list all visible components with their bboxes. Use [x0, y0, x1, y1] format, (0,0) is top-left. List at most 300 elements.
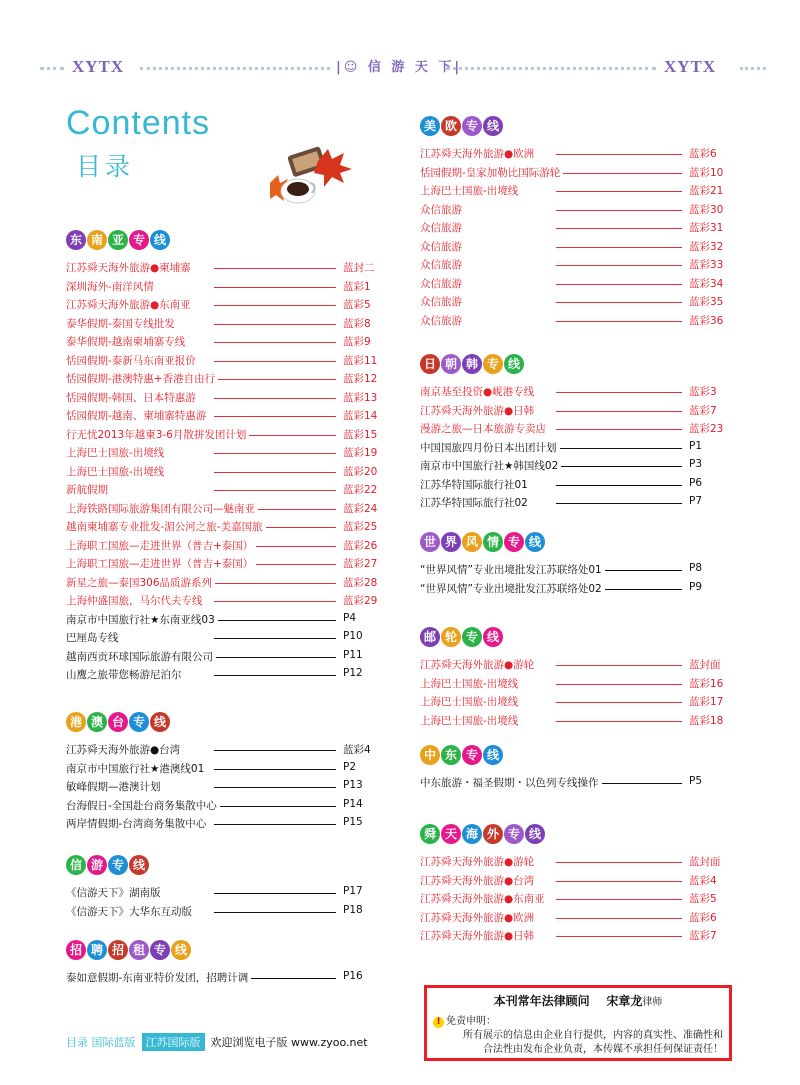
toc-entry[interactable] [420, 475, 739, 494]
toc-entry[interactable] [420, 200, 739, 219]
toc-entry-page: 蓝封面 [689, 856, 721, 868]
toc-entry[interactable] [66, 295, 393, 314]
section-entries [420, 655, 739, 729]
toc-entry-title: 恬园假期-港澳特惠+香港自由行 [66, 371, 218, 386]
toc-entry-title: 江苏华特国际旅行社02 [420, 495, 531, 510]
leader-line [214, 379, 336, 380]
toc-entry[interactable] [66, 591, 393, 610]
toc-entry[interactable] [420, 674, 739, 693]
toc-entry-title: 泰如意假期-东南亚特价发团，招聘计调 [66, 970, 251, 985]
toc-entry-title: 江苏舜天海外旅游●日韩 [420, 403, 537, 418]
leader-line [556, 702, 682, 703]
toc-entry[interactable] [66, 388, 393, 407]
toc-entry[interactable] [66, 883, 393, 902]
toc-entry-title: 众信旅游 [420, 276, 465, 291]
toc-entry-title: 新星之旅—泰国306品质游系列 [66, 575, 215, 590]
toc-entry-title: 越南柬埔寨专业批发-湄公河之旅-美嘉国旅 [66, 519, 266, 534]
toc-entry-title: 江苏舜天海外旅游●欧洲 [420, 910, 537, 925]
toc-entry-title: “世界风情”专业出境批发江苏联络处01 [420, 562, 605, 577]
toc-entry-page: 蓝彩23 [689, 423, 724, 435]
toc-entry-page: 蓝彩35 [689, 296, 724, 308]
footer-website-link[interactable]: 欢迎浏览电子版 www.zyoo.net [210, 1036, 368, 1049]
section-title-char: 专 [504, 532, 524, 552]
leader-line [214, 490, 336, 491]
toc-entry-page: 蓝彩5 [689, 893, 717, 905]
header-dots-left [40, 67, 64, 70]
toc-entry-page: P9 [689, 580, 703, 593]
toc-entry[interactable] [66, 406, 393, 425]
toc-entry-title: 南京市中国旅行社★港澳线01 [66, 761, 207, 776]
leader-line [556, 154, 682, 155]
toc-entry[interactable] [66, 740, 393, 759]
leader-line [214, 472, 336, 473]
toc-entry-page: 蓝封二 [343, 262, 375, 274]
toc-entry-page: 蓝彩27 [343, 558, 378, 570]
leader-line [214, 583, 336, 584]
toc-entry-title: 江苏舜天海外旅游●欧洲 [420, 146, 537, 161]
header-dots-right [446, 67, 656, 70]
header-brand-right: XYTX [664, 57, 717, 76]
section-title-char: 线 [483, 627, 503, 647]
toc-entry[interactable] [420, 908, 739, 927]
leader-line [214, 750, 336, 751]
section-title-char: 轮 [441, 627, 461, 647]
leader-line [556, 247, 682, 248]
section-title-char: 港 [66, 712, 86, 732]
leader-line [556, 485, 682, 486]
section-title-char: 澳 [87, 712, 107, 732]
leader-line [556, 411, 682, 412]
toc-entry-page: 蓝彩25 [343, 521, 378, 533]
leader-line [556, 862, 682, 863]
toc-entry-title: 江苏舜天海外旅游●台湾 [66, 742, 183, 757]
toc-entry[interactable] [420, 401, 739, 420]
section-title-char: 专 [462, 627, 482, 647]
section-title-char: 专 [129, 230, 149, 250]
toc-entry[interactable] [420, 292, 739, 311]
toc-entry[interactable] [420, 773, 739, 792]
toc-entry-page: P11 [343, 648, 363, 661]
toc-entry[interactable] [66, 777, 393, 796]
toc-entry-page: 蓝彩14 [343, 410, 378, 422]
toc-entry-title: “世界风情”专业出境批发江苏联络处02 [420, 581, 605, 596]
toc-entry[interactable] [66, 554, 393, 573]
toc-entry[interactable] [420, 218, 739, 237]
section-title [420, 530, 546, 554]
toc-entry[interactable] [420, 144, 739, 163]
coffee-leaves-illustration [266, 143, 356, 213]
toc-entry[interactable] [420, 419, 739, 438]
toc-entry-page: P3 [689, 458, 703, 470]
toc-entry-title: 江苏舜天海外旅游●游轮 [420, 657, 537, 672]
header-brand-center: |☺ 信 游 天 下| [336, 60, 463, 75]
toc-entry[interactable] [66, 665, 393, 684]
toc-entry-title: 众信旅游 [420, 239, 465, 254]
toc-entry-page: 蓝彩21 [689, 185, 724, 197]
toc-entry[interactable] [420, 181, 739, 200]
section-title-char: 朝 [441, 354, 461, 374]
section-title [420, 625, 504, 649]
toc-entry[interactable] [420, 871, 739, 890]
section-entries [66, 968, 393, 987]
leader-line [214, 638, 336, 639]
toc-entry-title: 恬园假期-泰新马东南亚报价 [66, 353, 199, 368]
legal-advisor-suffix: 律师 [642, 997, 663, 1008]
toc-entry-title: 《信游天下》湖南版 [66, 885, 164, 900]
section-title-char: 线 [525, 532, 545, 552]
toc-entry[interactable] [66, 517, 393, 536]
leader-line [214, 268, 336, 269]
toc-entry-page: P12 [343, 667, 363, 679]
toc-entry-page: 蓝彩11 [343, 354, 378, 367]
section-title-char: 线 [525, 824, 545, 844]
leader-line [556, 881, 682, 882]
toc-entry-title: 新航假期 [66, 482, 111, 497]
toc-entry-page: 蓝彩18 [689, 714, 724, 727]
toc-entry[interactable] [66, 536, 393, 555]
leader-line [556, 721, 682, 722]
toc-entry-title: 中国国旅四月份日本出团计划 [420, 440, 560, 455]
toc-entry-title: 上海铁路国际旅游集团有限公司—魅南亚 [66, 501, 258, 516]
toc-entry-page: P4 [343, 611, 357, 624]
toc-entry-title: 众信旅游 [420, 294, 465, 309]
section-title-char: 欧 [441, 116, 461, 136]
leader-line [556, 210, 682, 211]
leader-line [556, 429, 682, 430]
toc-entry[interactable] [66, 332, 393, 351]
toc-entry[interactable] [420, 163, 739, 182]
section-title-char: 线 [483, 745, 503, 765]
leader-line [214, 787, 336, 788]
toc-entry-page: P13 [343, 779, 363, 791]
legal-advisor-name: 宋章龙 [606, 994, 643, 1008]
toc-entry[interactable] [420, 579, 739, 598]
toc-entry[interactable] [66, 902, 393, 921]
toc-entry-page: 蓝彩4 [689, 874, 717, 887]
section-entries [420, 382, 739, 512]
toc-entry-page: P17 [343, 885, 363, 897]
toc-entry-page: 蓝彩12 [343, 373, 378, 385]
section-title-char: 海 [462, 824, 482, 844]
toc-entry-title: 江苏舜天海外旅游●东南亚 [66, 297, 194, 312]
toc-entry[interactable] [420, 255, 739, 274]
leader-line [214, 305, 336, 306]
toc-entry-title: 两岸情假期-台湾商务集散中心 [66, 816, 209, 831]
section-entries [66, 740, 393, 833]
section-title-char: 专 [462, 745, 482, 765]
section-title-char: 招 [66, 940, 86, 960]
toc-entry[interactable] [66, 628, 393, 647]
toc-entry-page: 蓝彩22 [343, 484, 378, 496]
leader-line [214, 361, 336, 362]
toc-entry-title: 众信旅游 [420, 313, 465, 328]
section-title-char: 界 [441, 532, 461, 552]
toc-entry-title: 恬园假期-韩国、日本特惠游 [66, 390, 199, 405]
toc-entry-title: 泰华假期-越南柬埔寨专线 [66, 334, 188, 349]
section-title-char: 美 [420, 116, 440, 136]
section-title-char: 专 [129, 712, 149, 732]
toc-entry[interactable] [420, 274, 739, 293]
toc-entry-page: 蓝彩30 [689, 203, 724, 216]
toc-entry-title: 越南西贡环球国际旅游有限公司 [66, 649, 216, 664]
toc-entry-page: P8 [689, 562, 703, 574]
toc-entry-title: 《信游天下》大华东互动版 [66, 904, 195, 919]
toc-entry-title: 上海职工国旅—走进世界（普吉+泰国） [66, 538, 256, 553]
toc-entry-page: 蓝彩6 [689, 911, 717, 924]
toc-entry-page: 蓝彩4 [343, 744, 371, 756]
section-entries [66, 883, 393, 920]
section-title-char: 东 [66, 230, 86, 250]
toc-entry-page: 蓝彩24 [343, 502, 378, 515]
legal-advisor-title: 本刊常年法律顾问 [493, 994, 590, 1008]
leader-line [214, 342, 336, 343]
toc-entry-page: 蓝彩7 [689, 930, 717, 942]
warning-icon: ! [433, 1017, 444, 1028]
toc-entry[interactable] [66, 796, 393, 815]
section-title-char: 招 [108, 940, 128, 960]
leader-line [556, 899, 682, 900]
leader-line [556, 302, 682, 303]
toc-entry[interactable] [66, 277, 393, 296]
leader-line [214, 912, 336, 913]
section-title-char: 专 [462, 116, 482, 136]
toc-entry-page: 蓝彩1 [343, 280, 371, 293]
toc-entry-title: 上海巴士国旅-出境线 [66, 445, 167, 460]
toc-entry-title: 巴厘岛专线 [66, 630, 122, 645]
toc-entry[interactable] [66, 814, 393, 833]
section-title-char: 聘 [87, 940, 107, 960]
contents-title: Contents [66, 104, 211, 142]
leader-line [214, 824, 336, 825]
toc-entry-page: 蓝彩29 [343, 595, 378, 607]
section-title-char: 专 [108, 855, 128, 875]
toc-entry-page: 蓝彩17 [689, 696, 724, 708]
toc-entry-title: 众信旅游 [420, 257, 465, 272]
section-title [66, 228, 171, 252]
leader-line [214, 806, 336, 807]
leader-line [556, 936, 682, 937]
leader-line [214, 893, 336, 894]
toc-entry[interactable] [420, 382, 739, 401]
toc-entry[interactable] [420, 438, 739, 457]
toc-entry-title: 上海巴士国旅-出境线 [420, 676, 521, 691]
toc-entry-title: 敏峰假期—港澳计划 [66, 779, 164, 794]
contents-title-cn: 目录 [76, 152, 135, 181]
section-title-char: 专 [483, 354, 503, 374]
toc-entry[interactable] [420, 560, 739, 579]
leader-line [556, 173, 682, 174]
leader-line [556, 665, 682, 666]
disclaimer-label-row [433, 1012, 729, 1028]
toc-entry-page: 蓝彩5 [343, 299, 371, 311]
toc-entry[interactable] [420, 493, 739, 512]
leader-line [556, 191, 682, 192]
toc-entry-page: 蓝彩28 [343, 576, 378, 589]
section-title-char: 专 [504, 824, 524, 844]
toc-entry-title: 众信旅游 [420, 220, 465, 235]
section-title [66, 938, 192, 962]
toc-entry-page: 蓝彩36 [689, 314, 724, 327]
section-entries [420, 144, 739, 329]
leader-line [214, 601, 336, 602]
section-title-char: 台 [108, 712, 128, 732]
toc-entry-page: 蓝彩33 [689, 259, 724, 271]
toc-entry-title: 台海假日-全国赴台商务集散中心 [66, 798, 220, 813]
toc-entry-title: 上海巴士国旅-出境线 [420, 694, 521, 709]
toc-entry-title: 江苏舜天海外旅游●东南亚 [420, 891, 548, 906]
toc-entry-title: 上海巴士国旅-出境线 [66, 464, 167, 479]
section-entries [420, 773, 739, 792]
toc-entry[interactable] [66, 968, 393, 987]
toc-entry-page: 蓝彩19 [343, 447, 378, 459]
toc-entry-title: 江苏舜天海外旅游●日韩 [420, 928, 537, 943]
section-title [66, 710, 171, 734]
section-title-char: 天 [441, 824, 461, 844]
toc-entry-title: 中东旅游・福圣假期・以色列专线操作 [420, 775, 602, 790]
leader-line [556, 684, 682, 685]
leader-line [556, 503, 682, 504]
toc-entry[interactable] [66, 425, 393, 444]
leader-line [556, 448, 682, 449]
toc-entry-page: 蓝彩7 [689, 404, 717, 417]
toc-entry[interactable] [66, 647, 393, 666]
toc-entry-page: P16 [343, 970, 363, 982]
section-title-char: 线 [150, 230, 170, 250]
legal-advisor-heading [427, 992, 729, 1009]
toc-entry[interactable] [66, 610, 393, 629]
toc-entry-page: P1 [689, 439, 703, 452]
toc-entry[interactable] [420, 711, 739, 730]
toc-entry[interactable] [420, 852, 739, 871]
section-title [420, 114, 504, 138]
toc-entry-page: 蓝彩10 [689, 166, 724, 179]
section-title-char: 世 [420, 532, 440, 552]
toc-entry-page: P14 [343, 797, 363, 810]
toc-entry[interactable] [66, 351, 393, 370]
section-title-char: 信 [66, 855, 86, 875]
section-title-char: 韩 [462, 354, 482, 374]
toc-entry-page: 蓝彩31 [689, 222, 724, 234]
section-title-char: 邮 [420, 627, 440, 647]
toc-entry[interactable] [420, 692, 739, 711]
toc-entry[interactable] [420, 926, 739, 945]
toc-entry-title: 恬园假期-皇家加勒比国际游轮 [420, 165, 563, 180]
section-title-char: 线 [171, 940, 191, 960]
leader-line [556, 918, 682, 919]
toc-entry[interactable] [420, 889, 739, 908]
toc-entry-page: 蓝彩20 [343, 465, 378, 478]
section-title-char: 东 [441, 745, 461, 765]
leader-line [556, 284, 682, 285]
footer-badge: 江苏国际版 [142, 1033, 205, 1051]
toc-entry[interactable] [420, 456, 739, 475]
toc-entry[interactable] [66, 759, 393, 778]
toc-entry[interactable] [66, 480, 393, 499]
section-title [420, 352, 525, 376]
toc-entry[interactable] [66, 443, 393, 462]
toc-entry-title: 山鹰之旅带您畅游尼泊尔 [66, 667, 185, 682]
leader-line [214, 324, 336, 325]
section-title-char: 线 [129, 855, 149, 875]
section-entries [420, 560, 739, 597]
toc-entry[interactable] [420, 311, 739, 330]
toc-entry[interactable] [66, 314, 393, 333]
toc-entry-page: P2 [343, 760, 357, 773]
toc-entry[interactable] [420, 655, 739, 674]
toc-entry-page: 蓝彩26 [343, 539, 378, 552]
toc-entry-page: P18 [343, 903, 363, 916]
toc-entry[interactable] [420, 237, 739, 256]
toc-entry-title: 上海仲盛国旅，马尔代夫专线 [66, 593, 206, 608]
leader-line [214, 287, 336, 288]
toc-entry-title: 行无忧2013年越柬3-6月散拼发团计划 [66, 427, 249, 442]
footer-bar [66, 1033, 368, 1051]
header-dots-left-2 [140, 67, 330, 70]
section-title-char: 专 [150, 940, 170, 960]
toc-entry-title: 江苏舜天海外旅游●柬埔寨 [66, 260, 194, 275]
toc-entry-title: 上海巴士国旅-出境线 [420, 183, 521, 198]
section-title [66, 853, 150, 877]
leader-line [556, 466, 682, 467]
toc-entry-title: 江苏华特国际旅行社01 [420, 477, 531, 492]
section-title-char: 舜 [420, 824, 440, 844]
section-title-char: 外 [483, 824, 503, 844]
section-entries [66, 258, 393, 684]
toc-entry-title: 江苏舜天海外旅游●台湾 [420, 873, 537, 888]
section-title [420, 743, 504, 767]
section-title-char: 中 [420, 745, 440, 765]
section-entries [420, 852, 739, 945]
toc-entry-page: P6 [689, 476, 703, 489]
header-brand-left: XYTX [72, 57, 125, 76]
toc-entry-title: 众信旅游 [420, 202, 465, 217]
section-title-char: 日 [420, 354, 440, 374]
leader-line [214, 398, 336, 399]
section-title [420, 822, 546, 846]
toc-entry[interactable] [66, 499, 393, 518]
toc-entry-page: 蓝封面 [689, 659, 721, 671]
disclaimer-label: 免责申明： [446, 1016, 496, 1027]
toc-entry-page: 蓝彩32 [689, 240, 724, 253]
section-title-char: 风 [462, 532, 482, 552]
legal-advisor-box [424, 985, 732, 1061]
toc-entry-title: 漫游之旅—日本旅游专卖店 [420, 421, 549, 436]
toc-entry[interactable] [66, 573, 393, 592]
toc-entry-page: 蓝彩3 [689, 386, 717, 398]
toc-entry-page: P10 [343, 630, 363, 642]
toc-entry-title: 江苏舜天海外旅游●游轮 [420, 854, 537, 869]
toc-entry-title: 泰华假期-泰国专线批发 [66, 316, 178, 331]
toc-entry[interactable] [66, 258, 393, 277]
toc-entry-page: 蓝彩15 [343, 428, 378, 441]
leader-line [214, 769, 336, 770]
toc-entry[interactable] [66, 462, 393, 481]
toc-entry-title: 深圳海外-南洋风情 [66, 279, 157, 294]
leader-line [556, 392, 682, 393]
toc-entry-page: 蓝彩8 [343, 317, 371, 330]
leader-line [214, 620, 336, 621]
footer-label: 目录 国际蓝版 [66, 1036, 136, 1049]
section-title-char: 亚 [108, 230, 128, 250]
toc-entry[interactable] [66, 369, 393, 388]
leader-line [214, 675, 336, 676]
section-title-char: 游 [87, 855, 107, 875]
toc-entry-title: 南京市中国旅行社★韩国线02 [420, 458, 561, 473]
leader-line [556, 265, 682, 266]
toc-entry-page: P5 [689, 775, 703, 787]
toc-entry-title: 南京市中国旅行社★东南亚线03 [66, 612, 218, 627]
section-title-char: 租 [129, 940, 149, 960]
